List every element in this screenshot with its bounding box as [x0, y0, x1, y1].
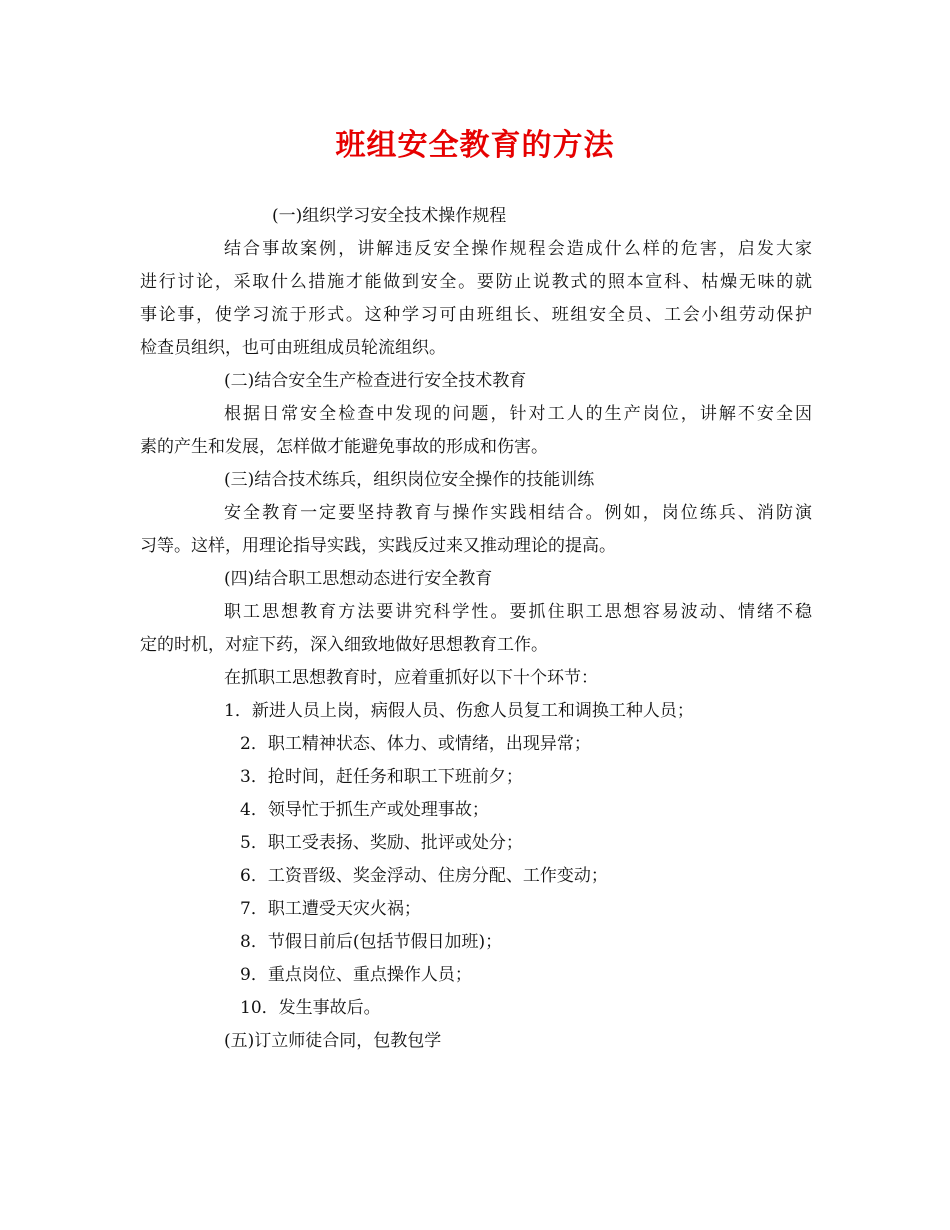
paragraph-line: 定的时机，对症下药，深入细致地做好思想教育工作。	[140, 635, 548, 655]
paragraph-line: 在抓职工思想教育时，应着重抓好以下十个环节：	[224, 668, 598, 688]
paragraph-line: 安全教育一定要坚持教育与操作实践相结合。例如，岗位练兵、消防演	[224, 503, 812, 523]
list-item: 8．节假日前后(包括节假日加班)；	[240, 932, 503, 952]
paragraph-line: 职工思想教育方法要讲究科学性。要抓住职工思想容易波动、情绪不稳	[224, 602, 812, 622]
list-item: 9．重点岗位、重点操作人员；	[240, 965, 472, 985]
paragraph-line: 根据日常安全检查中发现的问题，针对工人的生产岗位，讲解不安全因	[224, 404, 812, 424]
section-heading-1: (一)组织学习安全技术操作规程	[272, 206, 507, 226]
section-heading-5: (五)订立师徒合同，包教包学	[224, 1031, 442, 1051]
list-item: 4．领导忙于抓生产或处理事故；	[240, 800, 489, 820]
document-body	[140, 200, 812, 1058]
list-item: 5．职工受表扬、奖励、批评或处分；	[240, 833, 523, 853]
list-item: 1．新进人员上岗，病假人员、伤愈人员复工和调换工种人员；	[224, 701, 694, 721]
list-item: 10．发生事故后。	[240, 998, 381, 1018]
section-heading-3: (三)结合技术练兵，组织岗位安全操作的技能训练	[224, 470, 595, 490]
section-heading-2: (二)结合安全生产检查进行安全技术教育	[224, 371, 527, 391]
list-item: 7．职工遭受天灾火祸；	[240, 899, 421, 919]
paragraph-line: 结合事故案例，讲解违反安全操作规程会造成什么样的危害，启发大家	[224, 239, 812, 259]
list-item: 2．职工精神状态、体力、或情绪，出现异常；	[240, 734, 591, 754]
paragraph-line: 进行讨论，采取什么措施才能做到安全。要防止说教式的照本宣科、枯燥无味的就	[140, 272, 812, 292]
paragraph-line: 检查员组织，也可由班组成员轮流组织。	[140, 338, 446, 358]
list-item: 3．抢时间，赶任务和职工下班前夕；	[240, 767, 523, 787]
document-title: 班组安全教育的方法	[335, 128, 615, 163]
paragraph-line: 习等。这样，用理论指导实践，实践反过来又推动理论的提高。	[140, 536, 616, 556]
paragraph-line: 素的产生和发展，怎样做才能避免事故的形成和伤害。	[140, 437, 548, 457]
list-item: 6．工资晋级、奖金浮动、住房分配、工作变动；	[240, 866, 608, 886]
section-heading-4: (四)结合职工思想动态进行安全教育	[224, 569, 493, 589]
paragraph-line: 事论事，使学习流于形式。这种学习可由班组长、班组安全员、工会小组劳动保护	[140, 305, 812, 325]
